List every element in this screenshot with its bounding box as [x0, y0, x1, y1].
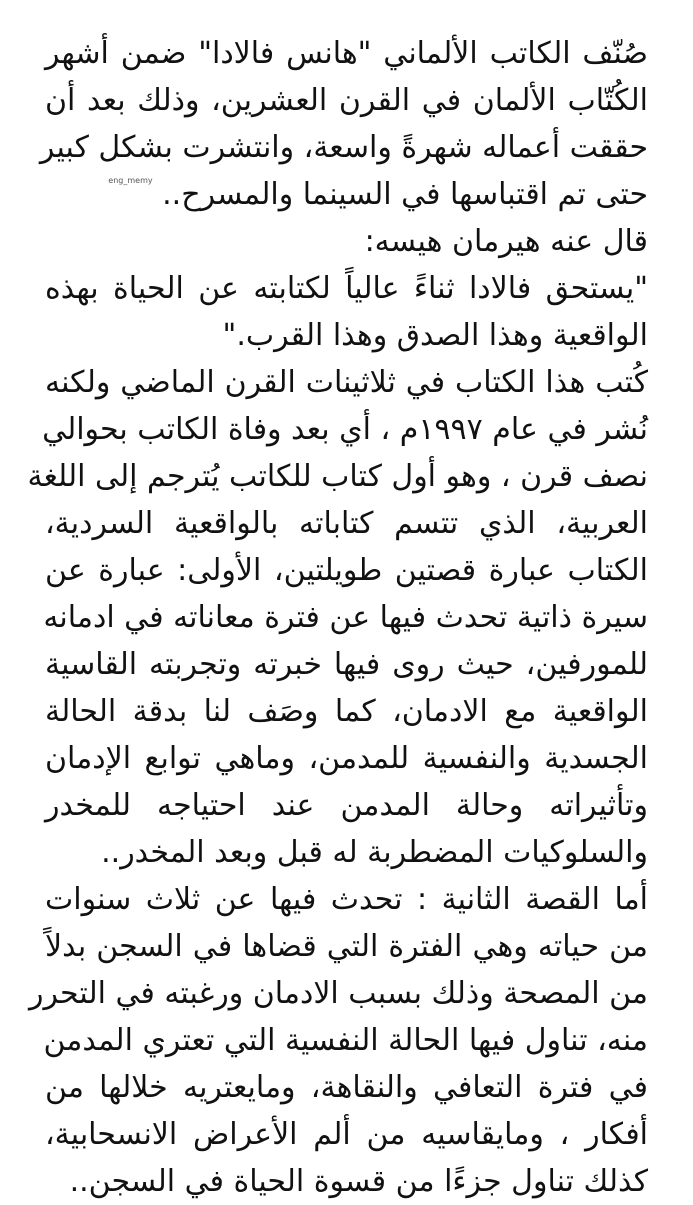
text-line: قال عنه هيرمان هيسه: — [364, 224, 648, 259]
text-line-with-watermark — [45, 171, 648, 218]
text-line: الجسدية والنفسية للمدمن، وماهي توابع الإدمان — [45, 741, 648, 776]
text-line: وتأثيراته وحالة المدمن عند احتياجه للمخدر — [45, 788, 648, 823]
text-line: حتى تم اقتباسها في السينما والمسرح.. — [162, 177, 648, 212]
text-line: كذلك تناول جزءًا من قسوة الحياة في السجن.. — [69, 1164, 648, 1199]
text-line: الكتاب عبارة قصتين طويلتين، الأولى: عبارة عن — [45, 553, 648, 588]
text-line: العربية، الذي تتسم كتاباته بالواقعية السردية، — [45, 506, 648, 541]
text-line: والسلوكيات المضطربة له قبل وبعد المخدر.. — [101, 835, 648, 870]
text-line: للمورفين، حيث روى فيها خبرته وتجربته القاسية — [45, 647, 648, 682]
text-line: نُشر في عام ١٩٩٧م ، أي بعد وفاة الكاتب بحوالي — [42, 412, 648, 447]
text-line: "يستحق فالادا ثناءً عالياً لكتابته عن الحياة بهذه — [45, 271, 648, 306]
text-line: صُنّف الكاتب الألماني "هانس فالادا" ضمن أشهر — [45, 36, 648, 71]
text-line: من المصحة وذلك بسبب الادمان ورغبته في التحرر — [28, 976, 648, 1011]
text-line: سيرة ذاتية تحدث فيها عن فترة معاناته في ادمانه — [43, 600, 648, 635]
text-line: حققت أعماله شهرةً واسعة، وانتشرت بشكل كبير — [39, 130, 648, 165]
text-line: الواقعية وهذا الصدق وهذا القرب." — [222, 318, 648, 353]
text-line: أما القصة الثانية : تحدث فيها عن ثلاث سنوات — [45, 882, 648, 917]
watermark-signature: eng_memy — [108, 176, 153, 185]
text-line: الواقعية مع الادمان، كما وصَف لنا بدقة الحالة — [45, 694, 648, 729]
text-line: أفكار ، ومايقاسيه من ألم الأعراض الانسحابية، — [45, 1117, 648, 1152]
text-line: من حياته وهي الفترة التي قضاها في السجن بدلاً — [45, 929, 648, 964]
text-line: الكُتّاب الألمان في القرن العشرين، وذلك بعد أن — [45, 83, 648, 118]
text-line: نصف قرن ، وهو أول كتاب للكاتب يُترجم إلى اللغة — [27, 459, 648, 494]
text-line: كُتب هذا الكتاب في ثلاثينات القرن الماضي ولكنه — [45, 365, 648, 400]
text-line: منه، تناول فيها الحالة النفسية التي تعتري المدمن — [43, 1023, 648, 1058]
text-line: في فترة التعافي والنقاهة، ومايعتريه خلالها من — [45, 1070, 648, 1105]
